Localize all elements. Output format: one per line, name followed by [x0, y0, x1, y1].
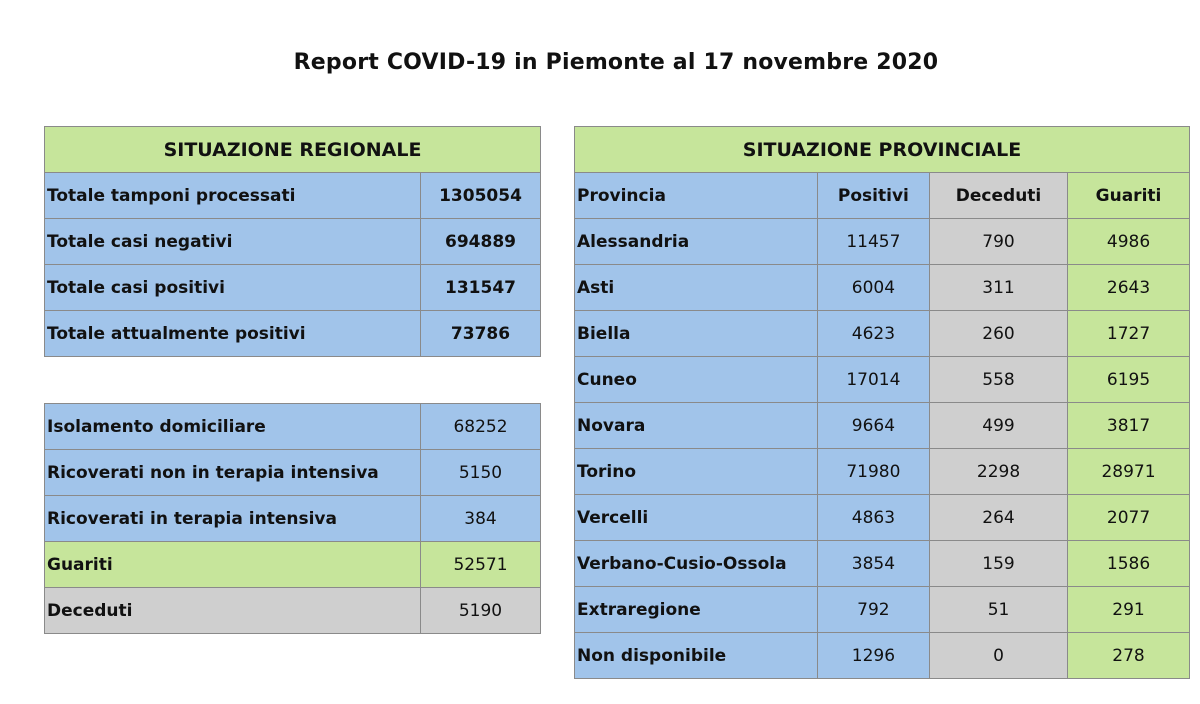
table-row — [575, 495, 1190, 541]
row-value: 5150 — [421, 450, 541, 496]
row-value: 68252 — [421, 404, 541, 450]
row-label: Totale casi negativi — [45, 219, 421, 265]
row-label: Guariti — [45, 542, 421, 588]
cell-guariti: 3817 — [1068, 403, 1190, 449]
cell-guariti: 28971 — [1068, 449, 1190, 495]
cell-deceduti: 790 — [930, 219, 1068, 265]
cell-guariti: 291 — [1068, 587, 1190, 633]
cell-provincia: Extraregione — [575, 587, 818, 633]
regional-header: SITUAZIONE REGIONALE — [45, 127, 541, 173]
cell-deceduti: 558 — [930, 357, 1068, 403]
row-label: Isolamento domiciliare — [45, 404, 421, 450]
cell-positivi: 3854 — [817, 541, 929, 587]
cell-provincia: Alessandria — [575, 219, 818, 265]
cell-positivi: 9664 — [817, 403, 929, 449]
table-row — [575, 265, 1190, 311]
cell-positivi: 17014 — [817, 357, 929, 403]
row-value: 5190 — [421, 588, 541, 634]
cell-provincia: Biella — [575, 311, 818, 357]
table-row — [575, 541, 1190, 587]
table-row — [45, 265, 541, 311]
cell-deceduti: 499 — [930, 403, 1068, 449]
table-row — [575, 357, 1190, 403]
cell-guariti: 6195 — [1068, 357, 1190, 403]
row-value: 694889 — [421, 219, 541, 265]
row-label: Totale tamponi processati — [45, 173, 421, 219]
table-row — [45, 173, 541, 219]
table-row — [575, 449, 1190, 495]
row-value: 131547 — [421, 265, 541, 311]
cell-provincia: Asti — [575, 265, 818, 311]
cell-positivi: 4863 — [817, 495, 929, 541]
table-row — [45, 219, 541, 265]
cell-deceduti: 311 — [930, 265, 1068, 311]
cell-deceduti: 2298 — [930, 449, 1068, 495]
cell-positivi: 4623 — [817, 311, 929, 357]
table-row — [45, 311, 541, 357]
cell-deceduti: 51 — [930, 587, 1068, 633]
column-header-deceduti: Deceduti — [930, 173, 1068, 219]
provincial-rows — [575, 219, 1190, 679]
cell-guariti: 2077 — [1068, 495, 1190, 541]
table-row — [45, 588, 541, 634]
cell-positivi: 71980 — [817, 449, 929, 495]
cell-guariti: 1727 — [1068, 311, 1190, 357]
cell-positivi: 1296 — [817, 633, 929, 679]
row-label: Totale casi positivi — [45, 265, 421, 311]
table-header-row — [575, 127, 1190, 173]
row-label: Ricoverati in terapia intensiva — [45, 496, 421, 542]
cell-deceduti: 264 — [930, 495, 1068, 541]
cell-deceduti: 260 — [930, 311, 1068, 357]
cell-guariti: 2643 — [1068, 265, 1190, 311]
cell-guariti: 1586 — [1068, 541, 1190, 587]
cell-positivi: 792 — [817, 587, 929, 633]
cell-provincia: Torino — [575, 449, 818, 495]
row-label: Ricoverati non in terapia intensiva — [45, 450, 421, 496]
table-row — [575, 633, 1190, 679]
cell-positivi: 11457 — [817, 219, 929, 265]
table-row — [575, 403, 1190, 449]
row-value: 52571 — [421, 542, 541, 588]
table-row — [575, 587, 1190, 633]
cell-provincia: Non disponibile — [575, 633, 818, 679]
provincial-table — [574, 126, 1190, 679]
cell-guariti: 4986 — [1068, 219, 1190, 265]
table-row — [575, 311, 1190, 357]
column-header-guariti: Guariti — [1068, 173, 1190, 219]
regional-summary-table — [44, 126, 541, 357]
table-header-row — [45, 127, 541, 173]
cell-deceduti: 159 — [930, 541, 1068, 587]
cell-provincia: Cuneo — [575, 357, 818, 403]
regional-detail-table — [44, 403, 541, 634]
provincial-header: SITUAZIONE PROVINCIALE — [575, 127, 1190, 173]
row-value: 384 — [421, 496, 541, 542]
column-header-row — [575, 173, 1190, 219]
cell-provincia: Verbano-Cusio-Ossola — [575, 541, 818, 587]
column-header-provincia: Provincia — [575, 173, 818, 219]
row-value: 73786 — [421, 311, 541, 357]
row-label: Deceduti — [45, 588, 421, 634]
cell-deceduti: 0 — [930, 633, 1068, 679]
table-row — [575, 219, 1190, 265]
row-value: 1305054 — [421, 173, 541, 219]
cell-provincia: Vercelli — [575, 495, 818, 541]
cell-guariti: 278 — [1068, 633, 1190, 679]
table-row — [45, 542, 541, 588]
table-row — [45, 450, 541, 496]
row-label: Totale attualmente positivi — [45, 311, 421, 357]
table-row — [45, 404, 541, 450]
cell-provincia: Novara — [575, 403, 818, 449]
page-title: Report COVID-19 in Piemonte al 17 novembre 2020 — [293, 50, 939, 75]
table-row — [45, 496, 541, 542]
cell-positivi: 6004 — [817, 265, 929, 311]
column-header-positivi: Positivi — [817, 173, 929, 219]
